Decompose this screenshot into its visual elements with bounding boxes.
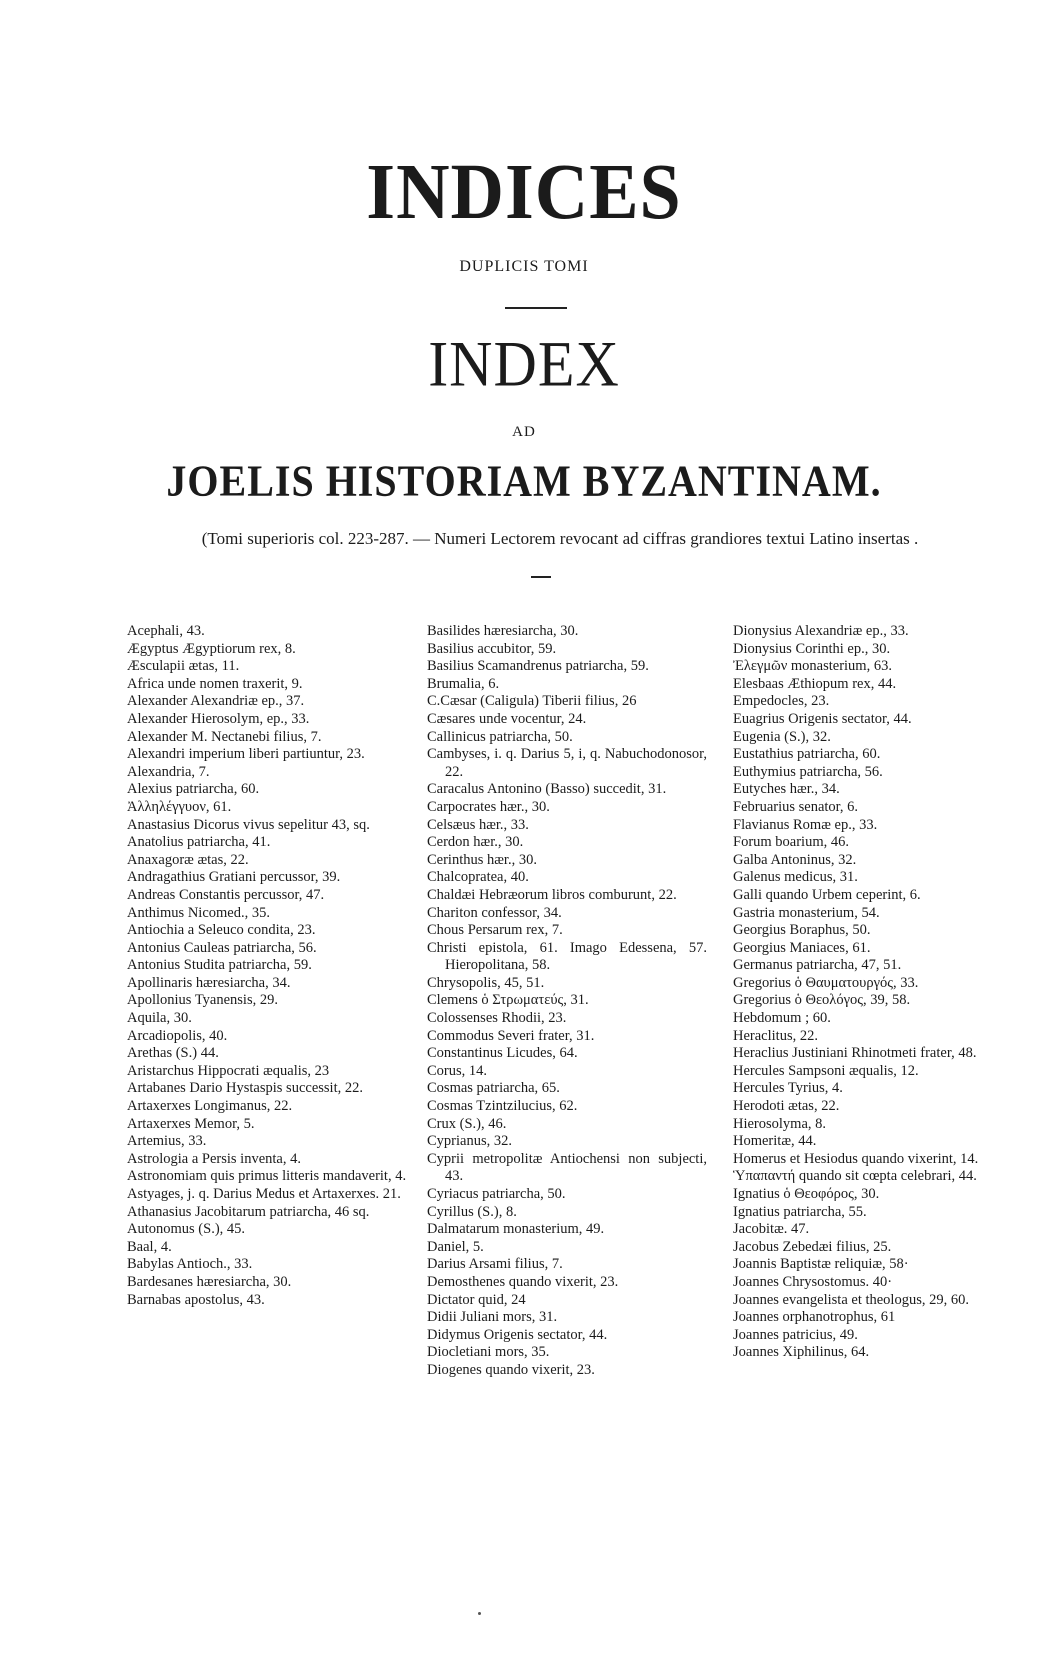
index-entry: Eustathius patriarcha, 60. xyxy=(733,746,881,763)
index-entry: Homeritæ, 44. xyxy=(733,1133,817,1150)
index-entry: Heraclitus, 22. xyxy=(733,1027,818,1044)
index-entry: Aristarchus Hippocrati æqualis, 23 xyxy=(127,1062,330,1079)
index-entry: Ignatius patriarcha, 55. xyxy=(733,1203,867,1220)
index-entry: Hercules Tyrius, 4. xyxy=(733,1080,843,1097)
index-entry: Ὑπαπαντή quando sit cœpta celebrari, 44. xyxy=(733,1168,977,1185)
index-entry: Celsæus hær., 33. xyxy=(427,816,529,833)
index-entry: Baal, 4. xyxy=(127,1238,172,1255)
index-entry: Andreas Constantis percussor, 47. xyxy=(127,886,325,903)
index-entry: Joannes Xiphilinus, 64. xyxy=(733,1344,870,1361)
note-line: (Tomi superioris col. 223-287. — Numeri Lectorem revocant ad ciffras grandiores textui Latino insertas . xyxy=(201,529,919,548)
index-entry: Alexandria, 7. xyxy=(127,763,210,780)
index-entry: Carpocrates hær., 30. xyxy=(427,798,550,815)
index-entry: Apollonius Tyanensis, 29. xyxy=(127,992,278,1009)
index-entry: Diogenes quando vixerit, 23. xyxy=(427,1361,595,1378)
index-entry: Hierosolyma, 8. xyxy=(733,1115,827,1132)
short-divider xyxy=(531,576,551,578)
index-entry: Chrysopolis, 45, 51. xyxy=(427,974,545,991)
index-entry: Jacobus Zebedæi filius, 25. xyxy=(733,1238,892,1255)
index-column-2 xyxy=(427,623,707,1380)
index-entry: Artabanes Dario Hystaspis successit, 22. xyxy=(127,1080,363,1097)
index-entry: Cyriacus patriarcha, 50. xyxy=(427,1186,566,1202)
index-entry: Februarius senator, 6. xyxy=(733,798,859,815)
index-entry: Diocletiani mors, 35. xyxy=(427,1344,550,1361)
index-entry: Anthimus Nicomed., 35. xyxy=(127,904,270,921)
index-entry: Joannis Baptistæ reliquiæ, 58· xyxy=(733,1256,909,1273)
index-entry: Hercules Sampsoni æqualis, 12. xyxy=(733,1062,919,1079)
index-entry: Christi epistola, 61. Imago Edessena, 57. Hieropolitana, 58. xyxy=(427,939,707,974)
stray-mark xyxy=(478,1612,481,1615)
index-entry: Arcadiopolis, 40. xyxy=(127,1027,228,1044)
subtitle: DUPLICIS TOMI xyxy=(459,258,589,275)
index-entry: Hebdomum ; 60. xyxy=(733,1010,831,1027)
index-entry: Cerinthus hær., 30. xyxy=(427,851,537,868)
index-entry: Colossenses Rhodii, 23. xyxy=(427,1010,567,1027)
index-entry: Herodoti ætas, 22. xyxy=(733,1098,840,1115)
index-entry: Euagrius Origenis sectator, 44. xyxy=(733,710,912,727)
index-title: INDEX xyxy=(428,328,620,400)
index-entry: Antiochia a Seleuco condita, 23. xyxy=(127,922,316,939)
index-entry: Basilius Scamandrenus patriarcha, 59. xyxy=(427,658,649,675)
index-entry: Germanus patriarcha, 47, 51. xyxy=(733,957,902,974)
index-entry: Forum boarium, 46. xyxy=(733,834,849,851)
index-entry: Dionysius Alexandriæ ep., 33. xyxy=(733,623,909,639)
index-entry: Autonomus (S.), 45. xyxy=(127,1221,246,1238)
index-entry: Cyrillus (S.), 8. xyxy=(427,1203,517,1220)
index-entry: Astrologia a Persis inventa, 4. xyxy=(127,1150,301,1167)
index-entry: Alexius patriarcha, 60. xyxy=(127,781,260,798)
index-entry: Bardesanes hæresiarcha, 30. xyxy=(127,1273,292,1290)
index-entry: Dictator quid, 24 xyxy=(427,1291,526,1308)
index-entry: Andragathius Gratiani percussor, 39. xyxy=(127,869,341,886)
index-entry: Gastria monasterium, 54. xyxy=(733,904,880,921)
index-entry: Chalcopratea, 40. xyxy=(427,869,529,886)
index-entry: Galli quando Urbem ceperint, 6. xyxy=(733,886,921,903)
index-entry: Constantinus Licudes, 64. xyxy=(427,1045,578,1062)
index-entry: C.Cæsar (Caligula) Tiberii filius, 26 xyxy=(427,693,637,710)
index-entry: Eutyches hær., 34. xyxy=(733,781,840,798)
index-entry: Arethas (S.) 44. xyxy=(127,1045,219,1062)
index-entry: Antonius Studita patriarcha, 59. xyxy=(127,957,312,974)
index-entry: Georgius Boraphus, 50. xyxy=(733,922,871,939)
index-entry: Cosmas patriarcha, 65. xyxy=(427,1080,560,1097)
index-entry: Ἐλεγμῶν monasterium, 63. xyxy=(733,658,892,675)
index-entry: Ἀλληλέγγυον, 61. xyxy=(127,798,232,815)
index-entry: Empedocles, 23. xyxy=(733,693,830,710)
index-entry: Antonius Cauleas patriarcha, 56. xyxy=(127,939,317,956)
index-entry: Ægyptus Ægyptiorum rex, 8. xyxy=(127,640,296,657)
index-entry: Brumalia, 6. xyxy=(427,675,500,692)
index-entry: Alexander Hierosolym, ep., 33. xyxy=(127,710,310,727)
index-entry: Artemius, 33. xyxy=(127,1133,207,1150)
index-entry: Africa unde nomen traxerit, 9. xyxy=(127,675,303,692)
index-entry: Daniel, 5. xyxy=(427,1238,484,1255)
index-entry: Galba Antoninus, 32. xyxy=(733,851,857,868)
index-entry: Acephali, 43. xyxy=(127,623,205,639)
index-entry: Basilides hæresiarcha, 30. xyxy=(427,623,579,639)
index-entry: Darius Arsami filius, 7. xyxy=(427,1256,563,1273)
index-column-3 xyxy=(733,623,1013,1362)
index-entry: Dionysius Corinthi ep., 30. xyxy=(733,640,891,657)
index-entry: Anatolius patriarcha, 41. xyxy=(127,834,271,851)
index-entry: Barnabas apostolus, 43. xyxy=(127,1291,265,1308)
index-entry: Joannes evangelista et theologus, 29, 60. xyxy=(733,1291,969,1308)
index-entry: Æsculapii ætas, 11. xyxy=(127,658,240,675)
index-entry: Alexander Alexandriæ ep., 37. xyxy=(127,693,305,710)
ad-label: AD xyxy=(512,424,536,440)
index-entry: Euthymius patriarcha, 56. xyxy=(733,763,883,780)
index-entry: Apollinaris hæresiarcha, 34. xyxy=(127,974,291,991)
index-entry: Heraclius Justiniani Rhinotmeti frater, 48. xyxy=(733,1045,977,1062)
index-entry: Callinicus patriarcha, 50. xyxy=(427,728,573,745)
index-column-1 xyxy=(127,623,407,1309)
index-entry: Athanasius Jacobitarum patriarcha, 46 sq. xyxy=(127,1203,370,1220)
index-entry: Chous Persarum rex, 7. xyxy=(427,922,563,939)
index-entry: Gregorius ὁ Θαυματουργός, 33. xyxy=(733,974,919,991)
index-entry: Commodus Severi frater, 31. xyxy=(427,1027,595,1044)
index-entry: Caracalus Antonino (Basso) succedit, 31. xyxy=(427,781,667,798)
index-entry: Alexandri imperium liberi partiuntur, 23. xyxy=(127,746,365,763)
index-entry: Cambyses, i. q. Darius 5, i, q. Nabuchodonosor, 22. xyxy=(427,746,707,780)
index-entry: Ignatius ὁ Θεοφόρος, 30. xyxy=(733,1186,880,1202)
index-entry: Basilius accubitor, 59. xyxy=(427,640,557,657)
index-entry: Cyprianus, 32. xyxy=(427,1133,512,1150)
work-title: JOELIS HISTORIAM BYZANTINAM. xyxy=(166,455,882,506)
index-entry: Chaldæi Hebræorum libros comburunt, 22. xyxy=(427,886,677,903)
index-entry: Didymus Origenis sectator, 44. xyxy=(427,1326,608,1343)
index-entry: Chariton confessor, 34. xyxy=(427,904,562,921)
index-entry: Eugenia (S.), 32. xyxy=(733,728,831,745)
index-entry: Jacobitæ. 47. xyxy=(733,1221,810,1238)
index-entry: Artaxerxes Longimanus, 22. xyxy=(127,1098,293,1115)
divider-rule xyxy=(505,307,567,309)
index-entry: Gregorius ὁ Θεολόγος, 39, 58. xyxy=(733,992,911,1009)
index-entry: Flavianus Romæ ep., 33. xyxy=(733,816,878,833)
index-entry: Demosthenes quando vixerit, 23. xyxy=(427,1273,619,1290)
index-entry: Didii Juliani mors, 31. xyxy=(427,1309,558,1326)
index-entry: Artaxerxes Memor, 5. xyxy=(127,1115,255,1132)
index-entry: Elesbaas Æthiopum rex, 44. xyxy=(733,675,897,692)
index-entry: Joannes orphanotrophus, 61 xyxy=(733,1309,896,1326)
index-entry: Astronomiam quis primus litteris mandaverit, 4. xyxy=(127,1168,407,1185)
index-entry: Clemens ὁ Στρωματεύς, 31. xyxy=(427,992,589,1009)
index-entry: Joannes patricius, 49. xyxy=(733,1326,858,1343)
index-entry: Babylas Antioch., 33. xyxy=(127,1256,253,1273)
index-entry: Dalmatarum monasterium, 49. xyxy=(427,1221,605,1238)
index-entry: Homerus et Hesiodus quando vixerint, 14. xyxy=(733,1150,979,1167)
index-entry: Anastasius Dicorus vivus sepelitur 43, sq. xyxy=(127,816,370,833)
main-title: INDICES xyxy=(366,147,682,237)
index-entry: Crux (S.), 46. xyxy=(427,1115,507,1132)
index-entry: Galenus medicus, 31. xyxy=(733,869,858,886)
index-entry: Cerdon hær., 30. xyxy=(427,834,524,851)
index-entry: Cosmas Tzintzilucius, 62. xyxy=(427,1098,578,1115)
index-entry: Cyprii metropolitæ Antiochensi non subjecti, 43. xyxy=(427,1150,707,1185)
index-entry: Anaxagoræ ætas, 22. xyxy=(127,851,249,868)
index-entry: Aquila, 30. xyxy=(127,1010,192,1027)
index-entry: Georgius Maniaces, 61. xyxy=(733,939,871,956)
index-entry: Joannes Chrysostomus. 40· xyxy=(733,1273,893,1290)
index-entry: Astyages, j. q. Darius Medus et Artaxerxes. 21. xyxy=(127,1186,401,1202)
index-entry: Cæsares unde vocentur, 24. xyxy=(427,710,587,727)
index-entry: Alexander M. Nectanebi filius, 7. xyxy=(127,728,322,745)
index-entry: Corus, 14. xyxy=(427,1062,488,1079)
